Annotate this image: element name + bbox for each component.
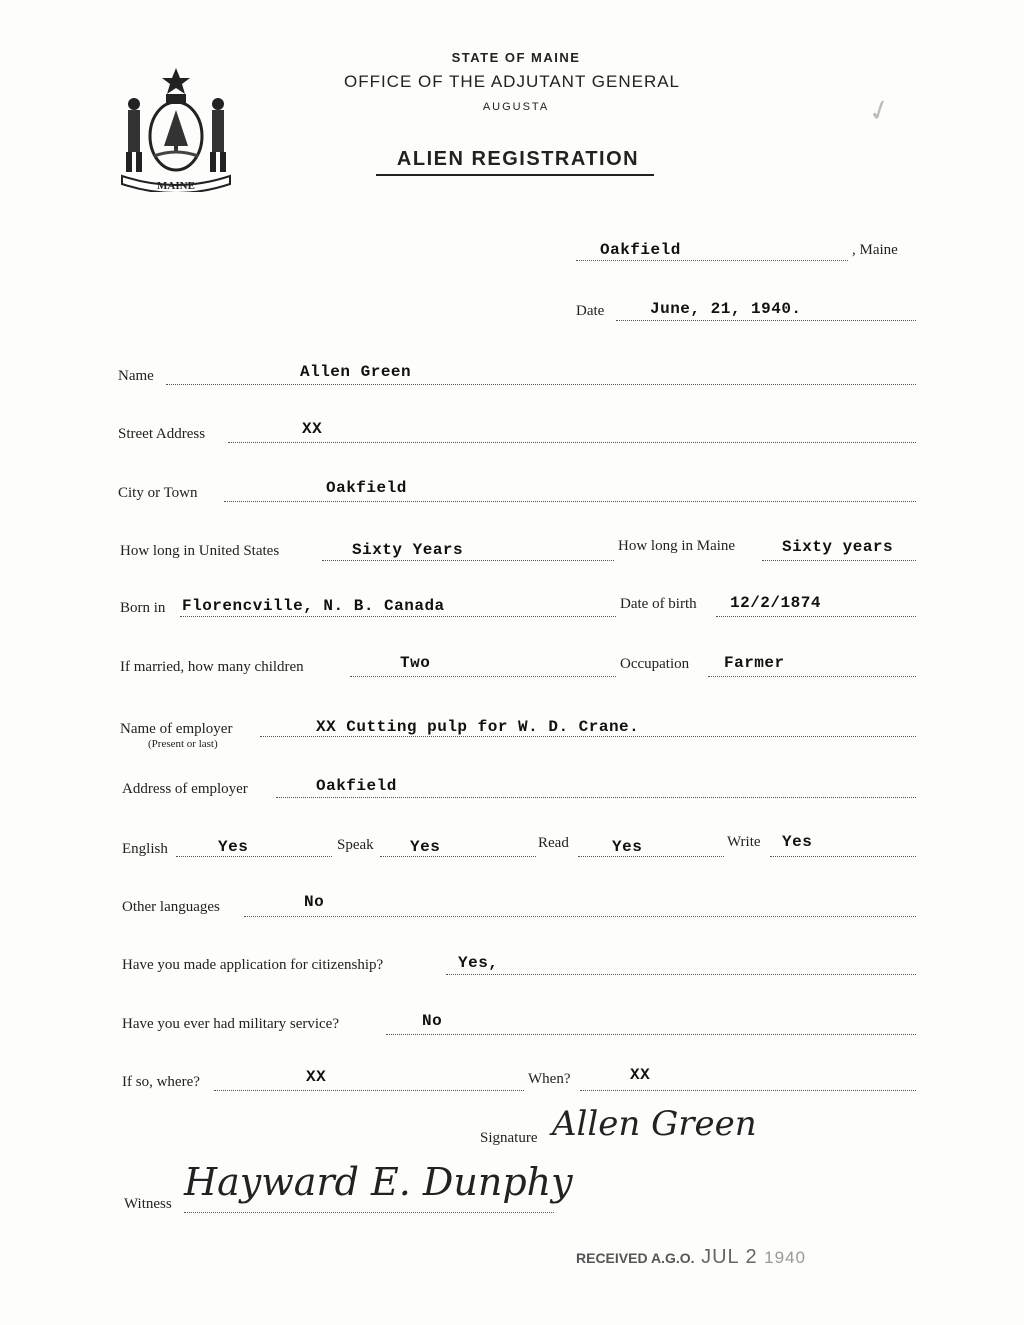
citizenship-label: Have you made application for citizenship? (122, 957, 384, 973)
english-value: Yes (218, 838, 249, 856)
born-in-value: Florencville, N. B. Canada (182, 597, 445, 615)
city-value: Oakfield (326, 479, 407, 497)
name-label: Name (118, 368, 154, 384)
when-value: XX (630, 1066, 651, 1084)
family-row (0, 654, 1024, 684)
language-row (0, 834, 1024, 864)
place-suffix: , Maine (852, 242, 898, 258)
stamp-received: RECEIVED A.G.O. (576, 1250, 695, 1266)
place-row (0, 238, 1024, 268)
where-label: If so, where? (122, 1074, 200, 1090)
how-long-maine-label: How long in Maine (618, 538, 736, 554)
when-label: When? (528, 1071, 571, 1087)
title-underline (376, 174, 654, 176)
witness-label: Witness (124, 1196, 172, 1212)
city-label: City or Town (118, 485, 198, 501)
employer-row (0, 714, 1024, 750)
dob-value: 12/2/1874 (730, 594, 821, 612)
employer-address-value: Oakfield (316, 777, 397, 795)
other-languages-value: No (304, 893, 325, 911)
signature-label: Signature (480, 1130, 538, 1146)
street-row (0, 420, 1024, 450)
occupation-label: Occupation (620, 656, 690, 672)
citizenship-value: Yes, (458, 954, 499, 972)
city-heading: AUGUSTA (482, 101, 550, 113)
dob-label: Date of birth (620, 596, 697, 612)
check-mark-icon: ✓ (863, 93, 896, 130)
svg-text:MAINE: MAINE (157, 180, 195, 192)
children-label: If married, how many children (120, 659, 304, 675)
where-value: XX (306, 1068, 327, 1086)
speak-value: Yes (410, 838, 441, 856)
name-row (0, 362, 1024, 392)
state-heading: STATE OF MAINE (451, 50, 581, 65)
employer-sublabel: (Present or last) (148, 738, 218, 750)
street-value: XX (302, 420, 323, 438)
street-label: Street Address (118, 426, 206, 442)
service-location-row (0, 1068, 1024, 1098)
read-label: Read (538, 835, 569, 851)
residence-row (0, 538, 1024, 568)
date-row (0, 298, 1024, 328)
english-label: English (122, 841, 168, 857)
place-value: Oakfield (600, 241, 681, 259)
employer-label: Name of employer (120, 721, 233, 737)
born-in-label: Born in (120, 600, 166, 616)
received-stamp (576, 1246, 806, 1269)
other-languages-label: Other languages (122, 899, 220, 915)
stamp-date: JUL 2 (701, 1246, 758, 1268)
date-label: Date (576, 303, 605, 319)
name-value: Allen Green (300, 363, 412, 381)
city-row (0, 479, 1024, 509)
speak-label: Speak (337, 837, 374, 853)
citizenship-row (0, 952, 1024, 982)
how-long-us-label: How long in United States (120, 543, 280, 559)
form-title: ALIEN REGISTRATION (396, 148, 640, 170)
signature: Allen Green (552, 1104, 757, 1144)
employer-address-label: Address of employer (122, 781, 248, 797)
read-value: Yes (612, 838, 643, 856)
employer-value: XX Cutting pulp for W. D. Crane. (316, 718, 640, 736)
military-row (0, 1012, 1024, 1042)
office-heading: OFFICE OF THE ADJUTANT GENERAL (343, 72, 681, 91)
write-label: Write (727, 834, 761, 850)
birth-row (0, 594, 1024, 624)
how-long-maine-value: Sixty years (782, 538, 894, 556)
military-value: No (422, 1012, 443, 1030)
military-label: Have you ever had military service? (122, 1016, 339, 1032)
witness-signature: Hayward E. Dunphy (184, 1160, 573, 1204)
how-long-us-value: Sixty Years (352, 541, 464, 559)
children-value: Two (400, 654, 431, 672)
other-languages-row (0, 894, 1024, 924)
employer-address-row (0, 775, 1024, 805)
date-value: June, 21, 1940. (650, 300, 802, 318)
occupation-value: Farmer (724, 654, 785, 672)
write-value: Yes (782, 833, 813, 851)
stamp-year: 1940 (764, 1248, 806, 1267)
